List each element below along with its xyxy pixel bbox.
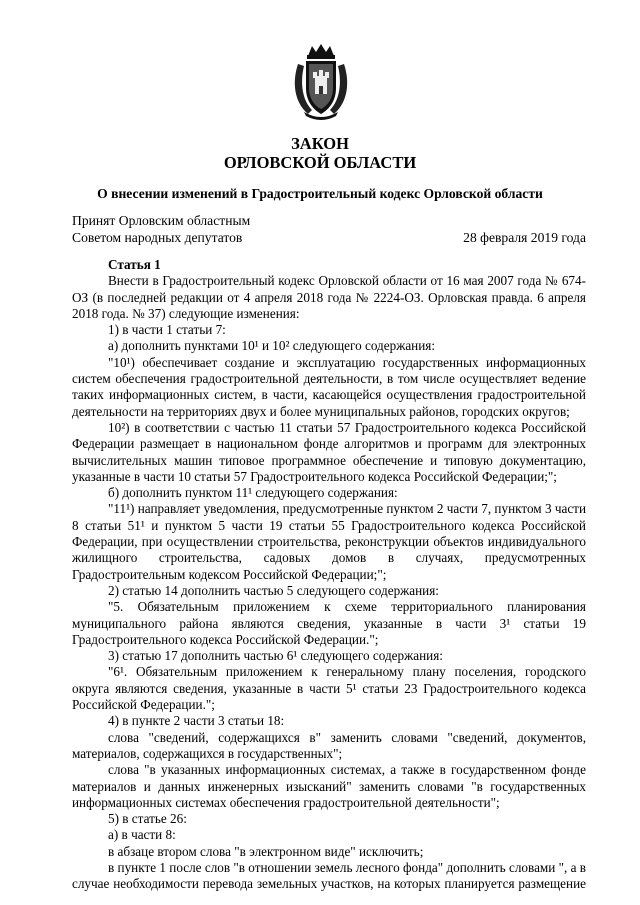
paragraph: "5. Обязательным приложением к схеме территориального планирования муниципального района являются сведения, указанные в части 3¹ статьи 19 Градостроительного кодекса Российской Федерации."; xyxy=(72,599,586,647)
adoption-info xyxy=(72,212,250,246)
article-heading: Статья 1 xyxy=(108,257,161,272)
paragraph: 3) статью 17 дополнить частью 6¹ следующего содержания: xyxy=(108,648,443,664)
paragraph: 1) в части 1 статьи 7: xyxy=(108,322,226,338)
law-region-title: ОРЛОВСКОЙ ОБЛАСТИ xyxy=(223,153,417,172)
paragraph: в пункте 1 после слов "в отношении земель лесного фонда" дополнить словами ", а в случае необходимости перевода земельных участков, на которых планируется размещение xyxy=(72,859,586,892)
adoption-date: 28 февраля 2019 года xyxy=(463,230,586,245)
paragraph: слова "в указанных информационных системах, а также в государственном фонде материалов и данных инженерных изысканий" заменить словами "в государственных информационных системах обеспечения градостроительной деятельности"; xyxy=(72,762,586,810)
paragraph: "10¹) обеспечивает создание и эксплуатацию государственных информационных систем обеспечения градостроительной деятельности, в том числе осуществляет ведение таких информационных систем, в части, касающейся осуществления градостроительной деятельности на территориях двух и более муниципальных районов, городских округов; xyxy=(72,354,586,419)
paragraph: 10²) в соответствии с частью 11 статьи 57 Градостроительного кодекса Российской Федерации размещает в национальном фонде алгоритмов и программ для электронных вычислительных машин типовое программное обеспечение и типовую документацию, указанные в части 10 статьи 57 Градостроительного кодекса Российской Федерации;"; xyxy=(72,419,586,484)
paragraph: 4) в пункте 2 части 3 статьи 18: xyxy=(108,713,285,729)
paragraph: "11¹) направляет уведомления, предусмотренные пунктом 2 части 7, пунктом 3 части 8 статьи 51¹ и пунктом 5 части 19 статьи 55 Градостроительного кодекса Российской Федерации, при осуществлении строительства, реконструкции объектов индивидуального жилищного строительства, садовых домов в случаях, предусмотренных Градостроительным кодексом Российской Федерации;"; xyxy=(72,501,586,582)
coat-of-arms-icon xyxy=(290,42,352,120)
paragraph: а) дополнить пунктами 10¹ и 10² следующего содержания: xyxy=(108,338,436,354)
paragraph: "6¹. Обязательным приложением к генеральному плану поселения, городского округа являются сведения, указанные в части 5¹ статьи 23 Градостроительного кодекса Российской Федерации."; xyxy=(72,664,586,713)
paragraph: 5) в статье 26: xyxy=(108,811,187,827)
adoption-line: Советом народных депутатов xyxy=(72,230,243,245)
paragraph: слова "сведений, содержащихся в" заменить словами "сведений, документов, материалов, содержащихся в государственных"; xyxy=(72,729,586,761)
paragraph: 2) статью 14 дополнить частью 5 следующего содержания: xyxy=(108,582,439,598)
document-body xyxy=(72,257,586,893)
law-subtitle: О внесении изменений в Градостроительный кодекс Орловской области xyxy=(97,186,543,201)
paragraph: б) дополнить пунктом 11¹ следующего содержания: xyxy=(108,485,398,501)
paragraph: а) в части 8: xyxy=(108,827,176,843)
law-title: ЗАКОН xyxy=(291,134,349,153)
adoption-line: Принят Орловским областным xyxy=(72,213,251,228)
paragraph: в абзаце втором слова "в электронном виде" исключить; xyxy=(108,843,424,859)
paragraph: Внести в Градостроительный кодекс Орловской области от 16 мая 2007 года № 674-ОЗ (в последней редакции от 4 апреля 2018 года № 2224-ОЗ. Орловская правда. 6 апреля 2018 года. № 37) следующие изменения: xyxy=(72,273,586,321)
